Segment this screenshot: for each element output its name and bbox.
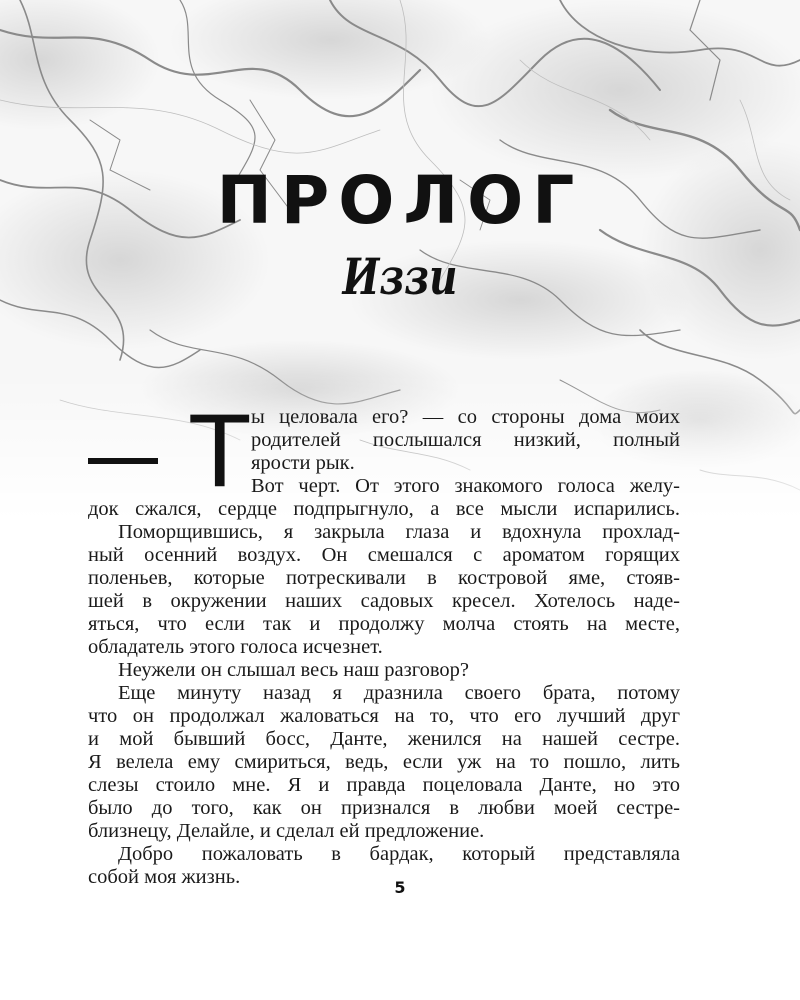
text-line: Поморщившись, я закрыла глаза и вдохнула прохлад- (118, 521, 680, 543)
page-number: 5 (394, 878, 406, 897)
opening-line: родителей послышался низкий, полный (251, 429, 680, 451)
text-line: обладатель этого голоса исчезнет. (88, 636, 383, 658)
text-line: яться, что если так и продолжу молча стоять на месте, (88, 613, 680, 635)
text-line: и мой бывший босс, Данте, женился на нашей сестре. (88, 728, 680, 750)
text-line: Еще минуту назад я дразнила своего брата, потому (118, 682, 680, 704)
chapter-body (88, 393, 680, 889)
text-line: док сжался, сердце подпрыгнуло, а все мысли испарились. (88, 498, 680, 520)
text-line: поленьев, которые потрескивали в костровой яме, стояв- (88, 567, 680, 589)
text-line: Я велела ему смириться, ведь, если уж на то пошло, лить (88, 751, 680, 773)
opening-line: ярости рык. (251, 452, 355, 474)
dialogue-dash (88, 458, 158, 464)
text-line: слезы стоило мне. Я и правда поцеловала Данте, но это (88, 774, 680, 796)
pov-character-name: Иззи (342, 247, 458, 306)
chapter-title: ПРОЛОГ (216, 162, 584, 239)
text-line: что он продолжал жаловаться на то, что его лучший друг (88, 705, 680, 727)
drop-cap: Т (188, 393, 252, 509)
text-line: было до того, как он признался в любви моей сестре- (88, 797, 680, 819)
text-line: шей в окружении наших садовых кресел. Хотелось наде- (88, 590, 680, 612)
text-line: Вот черт. От этого знакомого голоса желу- (251, 475, 680, 497)
opening-line: ы целовала его? — со стороны дома моих (251, 406, 680, 428)
text-line: Неужели он слышал весь наш разговор? (118, 659, 470, 681)
text-line: собой моя жизнь. (88, 866, 241, 888)
text-line: близнецу, Делайле, и сделал ей предложение. (88, 820, 485, 842)
text-line: Добро пожаловать в бардак, который представляла (118, 843, 680, 865)
text-line: ный осенний воздух. Он смешался с ароматом горящих (88, 544, 680, 566)
